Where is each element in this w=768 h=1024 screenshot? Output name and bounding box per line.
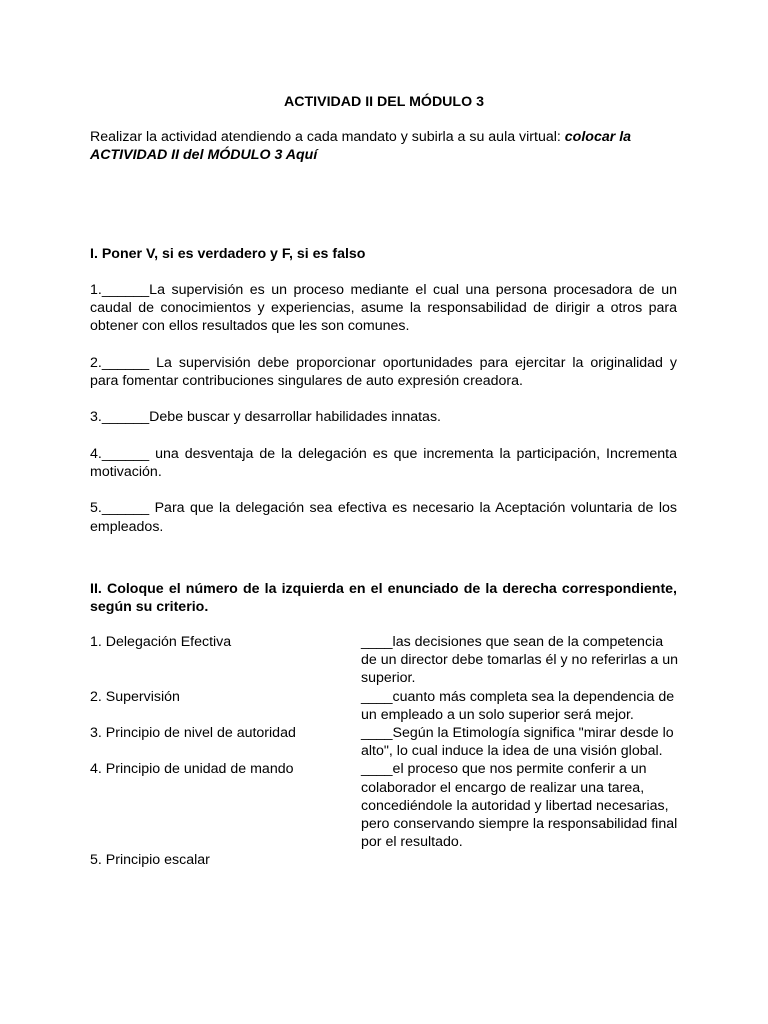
matching-term-1: 1. Delegación Efectiva xyxy=(90,634,232,650)
matching-statement-3: ____Según la Etimología significa "mirar desde lo alto", lo cual induce la idea de una visión global. xyxy=(361,725,674,760)
intro-text: Realizar la actividad atendiendo a cada mandato y subirla a su aula virtual: xyxy=(90,129,565,145)
matching-term-5: 5. Principio escalar xyxy=(90,852,210,869)
tf-item-4: 4.______ una desventaja de la delegación es que incrementa la participación, Incrementa motivación. xyxy=(90,445,677,480)
matching-table xyxy=(90,633,680,870)
tf-item-3: 3.______Debe buscar y desarrollar habilidades innatas. xyxy=(90,409,441,426)
matching-statement-5 xyxy=(361,851,680,869)
intro-paragraph xyxy=(90,128,677,164)
true-false-list xyxy=(90,281,677,554)
matching-row xyxy=(90,851,680,869)
matching-statement-1: ____las decisiones que sean de la competencia de un director debe tomarlas él y no referirlas a un superior. xyxy=(361,634,679,687)
tf-item-5: 5.______ Para que la delegación sea efectiva es necesario la Aceptación voluntaria de los empleados. xyxy=(90,500,677,535)
matching-statement-2: ____cuanto más completa sea la dependencia de un empleado a un solo superior será mejor. xyxy=(361,688,675,723)
matching-row xyxy=(90,688,680,724)
matching-row xyxy=(90,724,680,760)
matching-term-2: 2. Supervisión xyxy=(90,688,180,705)
tf-item-2: 2.______ La supervisión debe proporcionar oportunidades para ejercitar la originalidad y para fomentar contribuciones singulares de auto expresión creadora. xyxy=(90,354,677,389)
matching-statement-4: ____el proceso que nos permite conferir a un colaborador el encargo de realizar una tarea, concediéndole la autoridad y libertad necesarias, pero conservando siempre la responsabilidad final por el resultado. xyxy=(361,761,678,851)
section1-heading: I. Poner V, si es verdadero y F, si es falso xyxy=(90,246,366,262)
intro-emphasis: colocar la ACTIVIDAD II del MÓDULO 3 Aquí xyxy=(90,129,632,164)
tf-item-1: 1.______La supervisión es un proceso mediante el cual una persona procesadora de un caudal de conocimientos y experiencias, asume la responsabilidad de dirigir a otros para obtener con ellos resultados que les son comunes. xyxy=(90,282,677,335)
document-title: ACTIVIDAD II DEL MÓDULO 3 xyxy=(284,94,484,110)
matching-term-3: 3. Principio de nivel de autoridad xyxy=(90,725,296,742)
matching-row xyxy=(90,760,680,851)
section2-heading: II. Coloque el número de la izquierda en el enunciado de la derecha correspondiente, según su criterio. xyxy=(90,581,677,616)
matching-term-4: 4. Principio de unidad de mando xyxy=(90,761,294,778)
matching-row xyxy=(90,633,680,688)
